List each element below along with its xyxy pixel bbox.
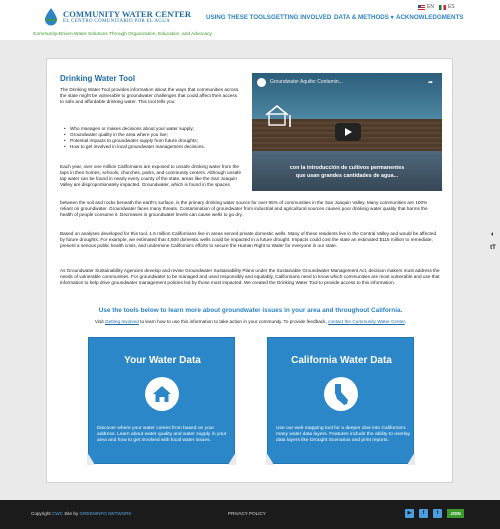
privacy-policy-link[interactable]: PRIVACY POLICY [228,511,266,516]
site-footer [0,500,500,529]
lang-switcher[interactable] [418,4,455,10]
video-title[interactable]: Groundwater Aquifer Contamin... [270,79,343,85]
your-water-data-tile[interactable] [88,337,235,464]
video-caption [252,164,442,180]
house-icon [264,103,294,127]
california-water-data-tile[interactable] [267,337,414,464]
join-button[interactable]: JOIN [447,509,464,518]
intro-paragraph: The Drinking Water Tool provides information about the ways that communities across the state might be vulnerable to groundwater challenges that could affect their access to safe and affordable drinking water. This tool tells you: [60,87,239,104]
channel-logo-icon[interactable] [257,78,266,87]
paragraph-groundwater: between the soil and rocks beneath the earth's surface, is the primary drinking water source for over 95% of communities in the San Joaquin Valley. Many communities are 100% reliant on groundwater. Groundwater faces many threats. Contamination of groundwater from industrial and agricultural sources causes poor drinking water quality that harms the health of people consume it. Decreases in groundwater levels can cause wells to go dry. [60,200,428,217]
main-content-card [46,58,453,483]
youtube-icon[interactable]: ▶ [405,509,414,518]
footer-credits [31,511,132,516]
home-icon [145,377,179,411]
visit-pre: Visit [94,319,105,324]
site-by-label: Site by [62,511,80,516]
text-size-icon[interactable]: tT [490,245,496,251]
share-icon[interactable]: ➦ [428,80,434,86]
visit-text [47,319,454,324]
org-subtitle: EL CENTRO COMUNITARIO POR EL AGUA [63,19,171,24]
greeninfo-link[interactable]: GREENINFO NETWORK [79,511,132,516]
contrast-toggle-icon[interactable]: ◐ [490,231,496,238]
twitter-icon[interactable]: t [433,509,442,518]
lang-es[interactable]: ES [447,4,455,10]
caption-line-1: con la introducción de cultivos permanentes [289,165,405,171]
facebook-icon[interactable]: f [419,509,428,518]
us-flag-icon [418,5,425,10]
paragraph-analyses: Based on analyses developed for this tool, 1.6 million Californians live in areas served private domestic wells. Many of these residents live in the Central Valley and would be affected by future droughts. For example, we estimated that 4,500 domestic wells could be impacted in a future drought. Impacts could cost the state an estimated $115 million to remediate, present a serious public health crisis, and undermine California's efforts to secure the Human Right to Water for everyone in our state. [60,231,437,248]
org-name[interactable]: COMMUNITY WATER CENTER [63,9,192,19]
cwc-link[interactable]: CWC [51,511,63,516]
nav-data-methods[interactable]: DATA & METHODS ▾ [334,14,394,21]
list-item: • How to get involved in local groundwater management decisions. [70,144,240,150]
tile-description: Use our web mapping tool for a deeper dive into California's many water data layers. Features include the ability to overlay data layers like Drought Scenarios and print reports. [276,426,411,444]
nav-using-these-tools[interactable]: USING THESE TOOLS [206,14,271,21]
play-button[interactable] [335,123,361,141]
features-list [70,126,240,150]
getting-involved-link[interactable]: Getting Involved [104,319,139,324]
california-map-icon [324,377,358,411]
nav-acknowledgments[interactable]: ACKNOWLEDGMENTS [396,14,464,21]
paragraph-exposure: Each year, over one million Californians are exposed to unsafe drinking water from the taps in their homes, schools, churches, parks, and community centers. Although unsafe tap water can be found in nearly every county of the state, areas like the San Joaquin Valley are disproportionately impacted. Groundwater, which is found in the spaces [60,164,242,187]
visit-mid: to learn how to use this information to take action in your community. To provide feedback, [138,319,329,324]
paragraph-agencies: As Groundwater Sustainability Agencies develop and revise Groundwater Sustainability Plans under the Sustainable Groundwater Management Act, decision makers must address the needs of vulnerable communities. For groundwater to be managed and used responsibly and equitably, Californians need to know which communities are most vulnerable and use that information to help drive groundwater management policies led by those most impacted. We created the Drinking Water Tool to provide access to this information. [60,268,440,285]
tile-notch [87,452,95,465]
visit-post: . [404,319,407,324]
list-item: • Who manages or makes decisions about your water supply; [70,126,240,132]
video-player[interactable] [252,73,442,191]
water-drop-logo-icon[interactable] [43,8,59,26]
tagline: Community-Driven Water Solutions Through Organization, Education, and Advocacy [33,32,212,37]
tile-description: Discover where your water comes from based on your address. Learn about water quality and water supply in your area and how to get involved with local water issues. [97,426,227,444]
page-title: Drinking Water Tool [60,74,136,83]
tile-notch [266,452,274,465]
call-to-action: Use the tools below to learn more about groundwater issues in your area and throughout California. [98,307,403,314]
tile-notch [228,452,236,465]
caption-line-2: que usan grandes cantidades de agua... [295,173,399,179]
tile-title: California Water Data [291,355,392,366]
site-header [0,0,500,40]
tile-title: Your Water Data [124,355,201,366]
tile-notch [407,452,415,465]
lang-en[interactable]: EN [427,4,434,10]
list-item: • Groundwater quality in the area where you live; [70,132,240,138]
contact-link[interactable]: contact the Community Water Center [328,319,405,324]
list-item: • Potential impacts to groundwater supply from future droughts; [70,138,240,144]
copyright-label: Copyright [31,511,52,516]
mexico-flag-icon [439,5,446,10]
nav-getting-involved[interactable]: GETTING INVOLVED [271,14,332,21]
